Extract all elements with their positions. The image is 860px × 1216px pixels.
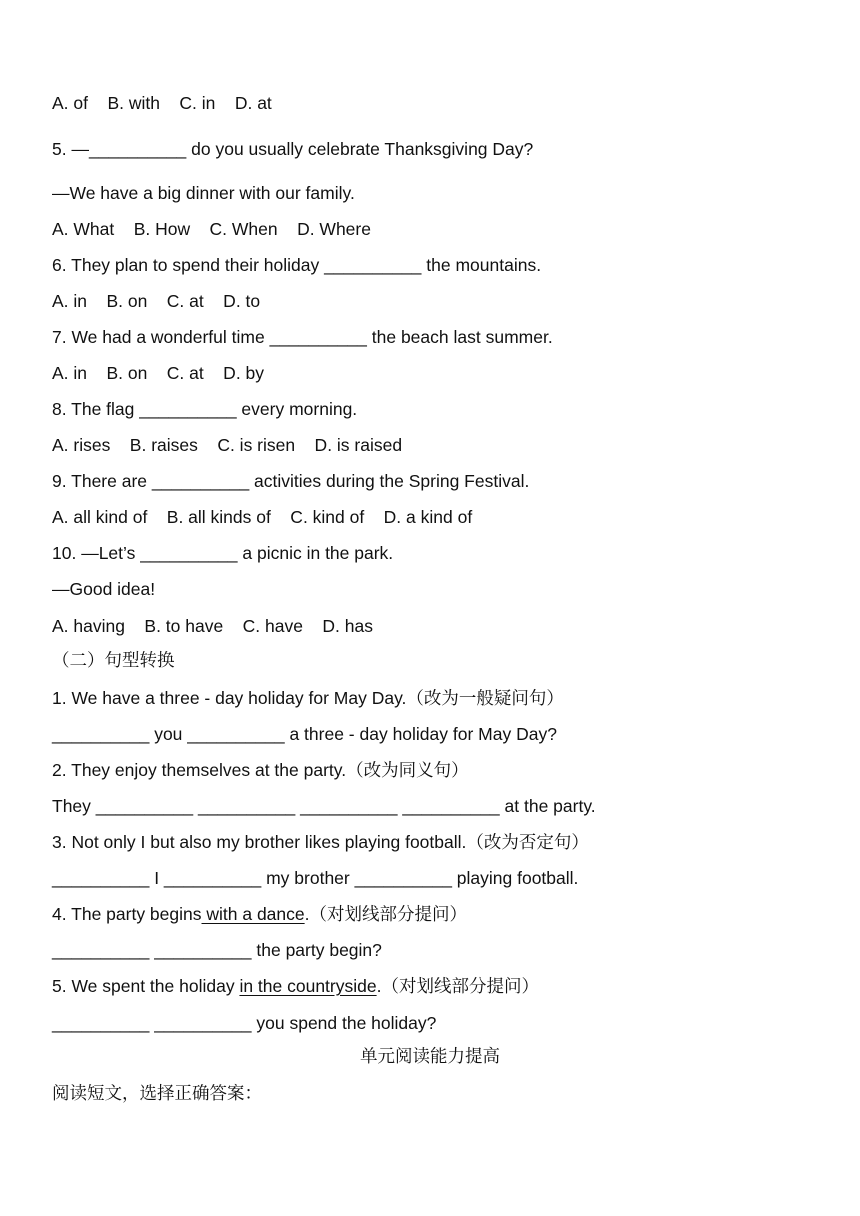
transform-answer-1: __________ you __________ a three - day holiday for May Day?: [52, 724, 557, 744]
question-10: 10. —Let’s __________ a picnic in the park.: [52, 543, 394, 563]
transform-item-4-instruction: .（对划线部分提问）: [304, 904, 467, 924]
transform-item-3: 3. Not only I but also my brother likes playing football.（改为否定句）: [52, 832, 589, 852]
reading-section-heading: 单元阅读能力提高: [360, 1047, 500, 1067]
question-5: 5. —__________ do you usually celebrate Thanksgiving Day?: [52, 139, 534, 159]
transform-item-1: 1. We have a three - day holiday for May Day.（改为一般疑问句）: [52, 688, 564, 708]
transform-answer-2: They __________ __________ __________ __________ at the party.: [52, 796, 596, 816]
underlined-phrase: with a dance: [201, 904, 305, 924]
transform-item-2: 2. They enjoy themselves at the party.（改为同义句）: [52, 760, 469, 780]
transform-item-5-start: 5. We spent the holiday: [52, 976, 240, 996]
transform-answer-5: __________ __________ you spend the holiday?: [52, 1013, 437, 1033]
question-9: 9. There are __________ activities during the Spring Festival.: [52, 471, 530, 491]
transform-answer-3: __________ I __________ my brother __________ playing football.: [52, 868, 579, 888]
transform-item-4: [52, 903, 467, 925]
options-q7: A. in B. on C. at D. by: [52, 363, 265, 383]
underlined-phrase: in the countryside: [239, 976, 377, 996]
options-q10: A. having B. to have C. have D. has: [52, 616, 373, 636]
answer-line-q10: —Good idea!: [52, 579, 156, 599]
answer-line-q5: —We have a big dinner with our family.: [52, 183, 355, 203]
options-q5: A. What B. How C. When D. Where: [52, 219, 371, 239]
options-q8: A. rises B. raises C. is risen D. is raised: [52, 435, 403, 455]
options-q6: A. in B. on C. at D. to: [52, 291, 261, 311]
options-q9: A. all kind of B. all kinds of C. kind of D. a kind of: [52, 507, 473, 527]
question-8: 8. The flag __________ every morning.: [52, 399, 358, 419]
transform-item-5: [52, 975, 539, 997]
transform-item-5-instruction: .（对划线部分提问）: [376, 976, 539, 996]
reading-instruction: 阅读短文，选择正确答案：: [52, 1084, 262, 1104]
options-q4: A. of B. with C. in D. at: [52, 93, 272, 113]
question-7: 7. We had a wonderful time __________ the beach last summer.: [52, 327, 553, 347]
section-heading-sentence-transformation: （二）句型转换: [52, 651, 175, 671]
transform-answer-4: __________ __________ the party begin?: [52, 940, 382, 960]
question-6: 6. They plan to spend their holiday __________ the mountains.: [52, 255, 542, 275]
transform-item-4-start: 4. The party begins: [52, 904, 202, 924]
